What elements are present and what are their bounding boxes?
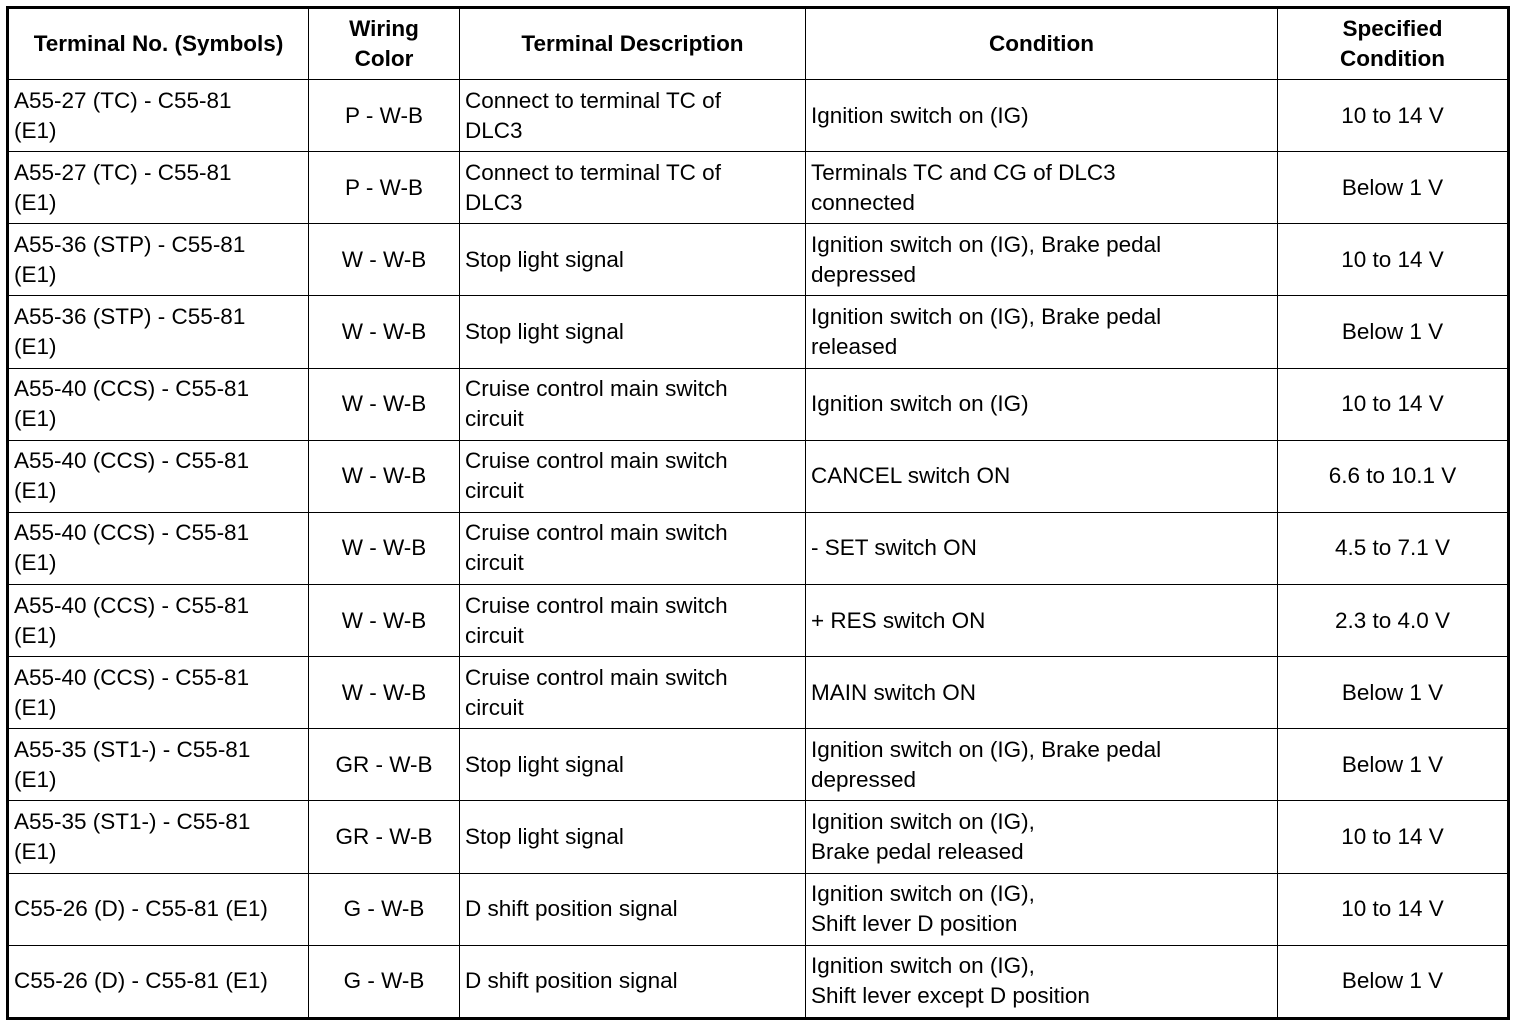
cell-terminal-description: D shift position signal [460,873,806,945]
cell-terminal-description: Stop light signal [460,729,806,801]
cell-terminal-no: A55-36 (STP) - C55-81 (E1) [8,296,309,368]
table-row [8,945,1509,1018]
cell-terminal-description: Connect to terminal TC of DLC3 [460,152,806,224]
cell-wiring-color: W - W-B [309,440,460,512]
cell-wiring-color: W - W-B [309,584,460,656]
cell-wiring-color: G - W-B [309,945,460,1018]
table-row [8,729,1509,801]
cell-wiring-color: W - W-B [309,296,460,368]
table-row [8,440,1509,512]
table-header-row [8,8,1509,80]
cell-terminal-no: A55-40 (CCS) - C55-81 (E1) [8,440,309,512]
table-row [8,801,1509,873]
cell-condition: Ignition switch on (IG), Shift lever except D position [806,945,1278,1018]
cell-terminal-no: C55-26 (D) - C55-81 (E1) [8,945,309,1018]
table-row [8,657,1509,729]
cell-specified-condition: 10 to 14 V [1278,801,1509,873]
header-specified-condition: Specified Condition [1278,8,1509,80]
table-row [8,873,1509,945]
cell-condition: MAIN switch ON [806,657,1278,729]
cell-wiring-color: P - W-B [309,80,460,152]
header-terminal-no: Terminal No. (Symbols) [8,8,309,80]
table-row [8,152,1509,224]
cell-specified-condition: Below 1 V [1278,152,1509,224]
table-row [8,224,1509,296]
cell-terminal-no: A55-35 (ST1-) - C55-81 (E1) [8,729,309,801]
cell-condition: + RES switch ON [806,584,1278,656]
cell-wiring-color: W - W-B [309,224,460,296]
header-terminal-description: Terminal Description [460,8,806,80]
cell-terminal-description: Stop light signal [460,224,806,296]
terminal-spec-table [6,6,1510,1020]
cell-terminal-no: A55-35 (ST1-) - C55-81 (E1) [8,801,309,873]
cell-specified-condition: 2.3 to 4.0 V [1278,584,1509,656]
cell-terminal-no: A55-27 (TC) - C55-81 (E1) [8,80,309,152]
cell-terminal-no: A55-40 (CCS) - C55-81 (E1) [8,512,309,584]
cell-terminal-description: D shift position signal [460,945,806,1018]
cell-condition: Ignition switch on (IG), Shift lever D position [806,873,1278,945]
cell-wiring-color: G - W-B [309,873,460,945]
cell-specified-condition: Below 1 V [1278,657,1509,729]
cell-condition: CANCEL switch ON [806,440,1278,512]
table-row [8,512,1509,584]
cell-terminal-no: A55-40 (CCS) - C55-81 (E1) [8,584,309,656]
cell-condition: Ignition switch on (IG), Brake pedal released [806,801,1278,873]
cell-specified-condition: Below 1 V [1278,296,1509,368]
cell-specified-condition: 10 to 14 V [1278,368,1509,440]
table-row [8,80,1509,152]
cell-terminal-no: A55-40 (CCS) - C55-81 (E1) [8,368,309,440]
cell-terminal-description: Connect to terminal TC of DLC3 [460,80,806,152]
cell-wiring-color: GR - W-B [309,729,460,801]
header-wiring-color: Wiring Color [309,8,460,80]
cell-specified-condition: 10 to 14 V [1278,80,1509,152]
cell-specified-condition: 4.5 to 7.1 V [1278,512,1509,584]
cell-terminal-description: Stop light signal [460,801,806,873]
table-row [8,296,1509,368]
cell-wiring-color: GR - W-B [309,801,460,873]
cell-condition: Ignition switch on (IG), Brake pedal depressed [806,729,1278,801]
cell-specified-condition: 10 to 14 V [1278,224,1509,296]
cell-condition: Terminals TC and CG of DLC3 connected [806,152,1278,224]
cell-specified-condition: Below 1 V [1278,945,1509,1018]
cell-wiring-color: W - W-B [309,657,460,729]
cell-terminal-description: Cruise control main switch circuit [460,368,806,440]
cell-terminal-description: Cruise control main switch circuit [460,657,806,729]
cell-condition: Ignition switch on (IG) [806,80,1278,152]
cell-condition: Ignition switch on (IG) [806,368,1278,440]
cell-terminal-description: Cruise control main switch circuit [460,440,806,512]
terminal-spec-sheet [6,6,1507,1020]
table-body [8,80,1509,1019]
cell-condition: Ignition switch on (IG), Brake pedal depressed [806,224,1278,296]
table-row [8,584,1509,656]
cell-terminal-no: C55-26 (D) - C55-81 (E1) [8,873,309,945]
cell-terminal-description: Stop light signal [460,296,806,368]
cell-terminal-description: Cruise control main switch circuit [460,512,806,584]
cell-wiring-color: W - W-B [309,368,460,440]
cell-wiring-color: P - W-B [309,152,460,224]
cell-specified-condition: 10 to 14 V [1278,873,1509,945]
cell-terminal-no: A55-36 (STP) - C55-81 (E1) [8,224,309,296]
table-row [8,368,1509,440]
cell-terminal-no: A55-27 (TC) - C55-81 (E1) [8,152,309,224]
cell-specified-condition: 6.6 to 10.1 V [1278,440,1509,512]
cell-wiring-color: W - W-B [309,512,460,584]
cell-terminal-no: A55-40 (CCS) - C55-81 (E1) [8,657,309,729]
cell-condition: Ignition switch on (IG), Brake pedal released [806,296,1278,368]
cell-terminal-description: Cruise control main switch circuit [460,584,806,656]
cell-condition: - SET switch ON [806,512,1278,584]
header-condition: Condition [806,8,1278,80]
cell-specified-condition: Below 1 V [1278,729,1509,801]
